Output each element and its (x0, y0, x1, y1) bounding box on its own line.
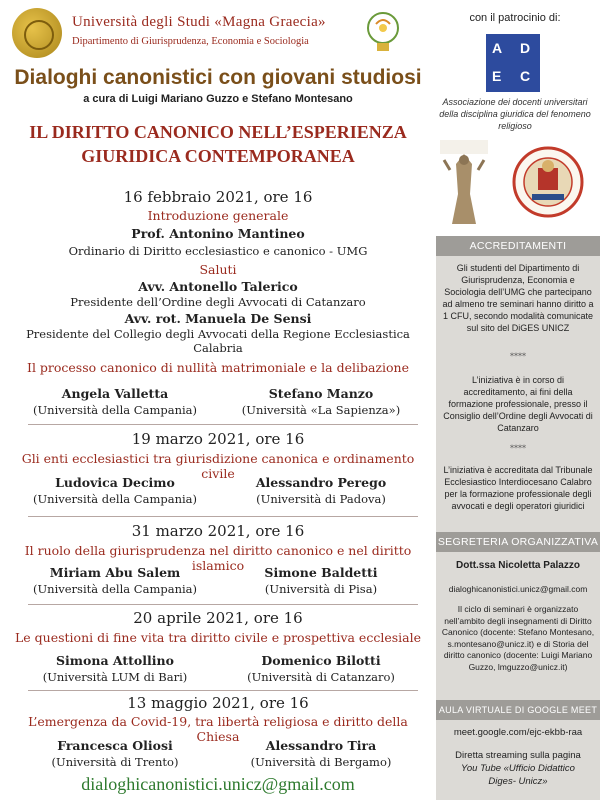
divider (28, 604, 418, 605)
divider (28, 690, 418, 691)
stream-text-2[interactable]: You Tube «Ufficio Didattico (461, 763, 575, 774)
contact-email[interactable]: dialoghicanonistici.unicz@gmail.com (81, 774, 355, 794)
stream-text-3: Diges- Unicz» (488, 776, 548, 787)
session-1-right-speaker: Stefano Manzo (268, 386, 374, 401)
headline-line-2: GIURIDICA CONTEMPORANEA (81, 146, 355, 166)
session-4-left-affiliation: (Università LUM di Bari) (42, 670, 188, 684)
session-2-topic: Gli enti ecclesiastici tra giurisdizione canonica e ordinamento civile (21, 451, 415, 481)
separator-stars: **** (510, 352, 526, 361)
divider (28, 424, 418, 425)
department-name: Dipartimento di Giurisprudenza, Economia e Sociologia (72, 36, 309, 47)
meet-link[interactable]: meet.google.com/ejc-ekbb-raa (453, 727, 583, 738)
accreditation-lawyers: L’iniziativa è in corso di accreditamento, ai fini della formazione professionale, presso il Consiglio dell’Ordine degli Avvocati di Catanzaro (443, 375, 593, 433)
session-2-left-affiliation: (Università della Campania) (32, 492, 197, 506)
intro-speaker-role: Ordinario di Diritto ecclesiastico e canonico - UMG (68, 244, 368, 258)
session-1-left-speaker: Angela Valletta (61, 386, 169, 401)
event-headline (8, 120, 428, 168)
session-2-left-speaker: Ludovica Decimo (55, 475, 175, 490)
session-5-right-speaker: Alessandro Tira (265, 738, 377, 753)
session-4-right-affiliation: (Università di Catanzaro) (247, 670, 395, 684)
greeting-2-name: Avv. rot. Manuela De Sensi (124, 311, 312, 326)
curated-by: a cura di Luigi Mariano Guzzo e Stefano Montesano (83, 93, 353, 105)
accreditation-students: Gli studenti del Dipartimento di Giurisprudenza, Economia e Sociologia dell’UMG che partecipano ad almeno tre seminari hanno diritto a 1 CFU, secondo modalità comunicate sul sito del DiGES UNICZ (442, 263, 594, 333)
university-logo (12, 8, 62, 58)
session-2-right-affiliation: (Università di Padova) (256, 492, 386, 506)
divider (28, 516, 418, 517)
session-3-right-affiliation: (Università di Pisa) (264, 582, 378, 596)
secretary-email[interactable]: dialoghicanonistici.unicz@gmail.com (448, 584, 588, 594)
lawyers-order-emblem (440, 140, 488, 228)
stream-text-1: Diretta streaming sulla pagina (455, 750, 581, 761)
session-4-left-speaker: Simona Attollino (56, 653, 174, 668)
accreditation-header: ACCREDITAMENTI (436, 236, 600, 256)
headline-line-1: IL DIRITTO CANONICO NELL’ESPERIENZA (29, 122, 407, 142)
accreditation-tribunal: L’iniziativa è accreditata dal Tribunale Ecclesiastico Interdiocesano Calabro per la formazione professionale degli avvocati e degli operatori giuridici (443, 465, 593, 511)
intro-speaker: Prof. Antonino Mantineo (131, 226, 305, 241)
session-3-left-speaker: Miriam Abu Salem (49, 565, 181, 580)
meet-header: AULA VIRTUALE DI GOOGLE MEET (436, 700, 600, 720)
separator-stars: **** (510, 444, 526, 453)
session-3-date: 31 marzo 2021, ore 16 (131, 522, 305, 540)
secretary-header: SEGRETERIA ORGANIZZATIVA (436, 532, 600, 552)
ecclesiastical-seal (512, 146, 584, 218)
series-title: Dialoghi canonistici con giovani studiosi (14, 66, 422, 89)
patronage-label: con il patrocinio di: (469, 12, 561, 24)
session-4-date: 20 aprile 2021, ore 16 (133, 609, 303, 627)
session-1-right-affiliation: (Università «La Sapienza») (241, 403, 401, 417)
session-4-topic: Le questioni di fine vita tra diritto civile e prospettiva ecclesiale (15, 630, 421, 645)
session-5-left-affiliation: (Università di Trento) (51, 755, 179, 769)
university-name: Università degli Studi «Magna Graecia» (72, 14, 326, 30)
seminar-cycle-info: Il ciclo di seminari è organizzato nell’ambito degli insegnamenti di Diritto Canonico (docente: Stefano Montesano, s.montesano@unicz.it) e di Storia del diritto canonico (docente: Luigi Mariano Guzzo, lmguzzo@unicz.it) (441, 604, 595, 672)
lightbulb-logo (362, 6, 404, 60)
session-4-right-speaker: Domenico Bilotti (261, 653, 381, 668)
intro-label: Introduzione generale (147, 208, 289, 223)
greeting-2-role: Presidente del Collegio degli Avvocati della Regione Ecclesiastica Calabria (26, 327, 410, 355)
adec-logo: A D E C (486, 34, 540, 92)
greeting-1-name: Avv. Antonello Talerico (138, 279, 298, 294)
session-1-left-affiliation: (Università della Campania) (32, 403, 197, 417)
greetings-label: Saluti (199, 262, 237, 277)
session-3-left-affiliation: (Università della Campania) (32, 582, 197, 596)
session-5-right-affiliation: (Università di Bergamo) (250, 755, 392, 769)
greeting-1-role: Presidente dell’Ordine degli Avvocati di Catanzaro (70, 295, 366, 309)
session-5-topic: L’emergenza da Covid-19, tra libertà religiosa e diritto della Chiesa (28, 714, 408, 744)
session-3-topic: Il ruolo della giurisprudenza nel diritto canonico e nel diritto islamico (24, 543, 412, 573)
session-5-left-speaker: Francesca Oliosi (57, 738, 173, 753)
session-1-date: 16 febbraio 2021, ore 16 (123, 188, 313, 206)
adec-caption: Associazione dei docenti universitari della disciplina giuridica del fenomeno religioso (439, 97, 591, 131)
session-2-date: 19 marzo 2021, ore 16 (131, 430, 305, 448)
session-5-date: 13 maggio 2021, ore 16 (127, 694, 309, 712)
session-3-right-speaker: Simone Baldetti (264, 565, 378, 580)
secretary-name: Dott.ssa Nicoletta Palazzo (456, 560, 580, 571)
session-1-topic: Il processo canonico di nullità matrimoniale e la delibazione (27, 360, 409, 375)
session-2-right-speaker: Alessandro Perego (255, 475, 387, 490)
